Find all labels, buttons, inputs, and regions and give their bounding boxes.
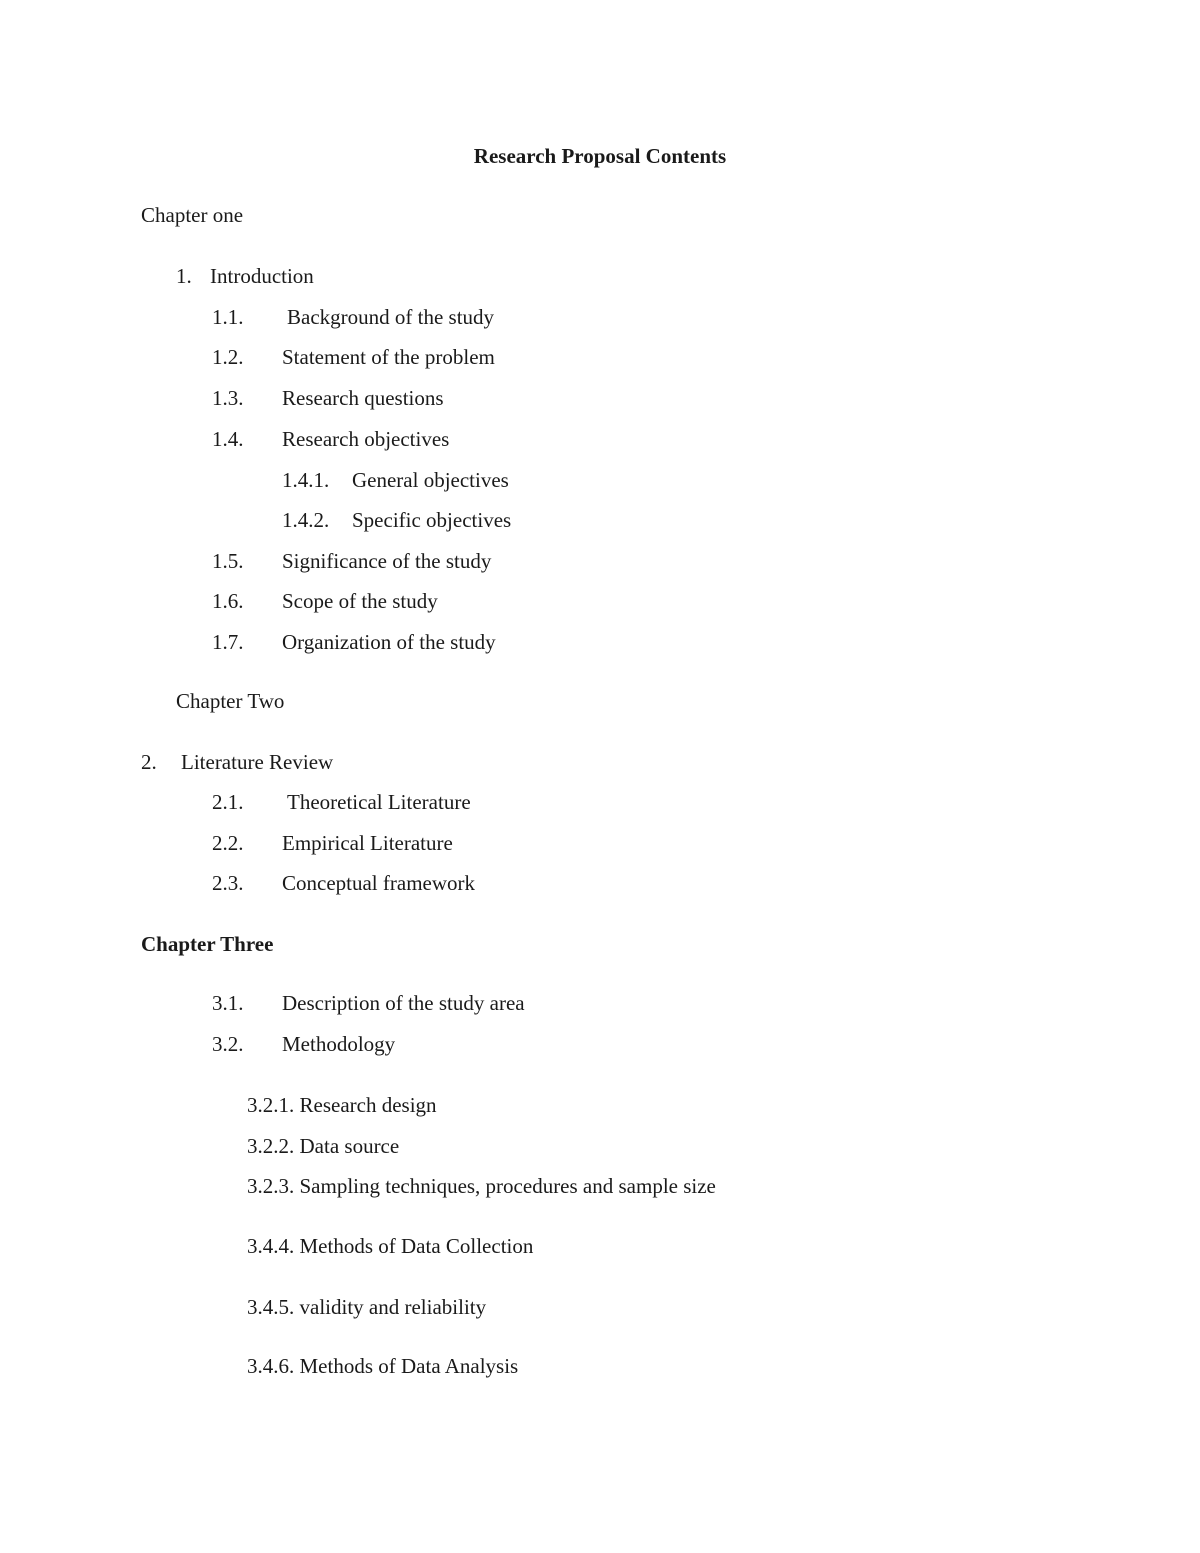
toc-item-number: 2.2.: [212, 831, 244, 855]
toc-item-number: 2.1.: [212, 790, 244, 814]
toc-item-label: Organization of the study: [282, 630, 496, 654]
toc-item-label: Theoretical Literature: [287, 790, 471, 814]
chapter-two-heading: Chapter Two: [176, 689, 285, 713]
toc-subitem: 3.4.6. Methods of Data Analysis: [247, 1354, 519, 1378]
toc-item-number: 1.6.: [212, 589, 244, 613]
toc-item-label: Research questions: [282, 386, 444, 410]
toc-subitem-label: General objectives: [352, 468, 509, 492]
toc-item-number: 1.5.: [212, 549, 244, 573]
toc-item-label: Statement of the problem: [282, 345, 495, 369]
toc-item-label: Background of the study: [287, 305, 495, 329]
toc-item-number: 3.1.: [212, 991, 244, 1015]
toc-subitem: 3.2.1. Research design: [247, 1093, 437, 1117]
toc-subitem: 3.2.3. Sampling techniques, procedures and sample size: [247, 1174, 716, 1198]
toc-item-number: 1.3.: [212, 386, 244, 410]
toc-item-label: Empirical Literature: [282, 831, 453, 855]
section-number: 2.: [141, 750, 157, 774]
section-label: Introduction: [210, 264, 314, 288]
page-title: Research Proposal Contents: [473, 144, 727, 168]
toc-subitem: 3.4.5. validity and reliability: [247, 1295, 487, 1319]
toc-item-number: 1.1.: [212, 305, 244, 329]
toc-item-number: 1.2.: [212, 345, 244, 369]
chapter-one-heading: Chapter one: [141, 203, 244, 227]
section-label: Literature Review: [181, 750, 334, 774]
toc-item-label: Methodology: [282, 1032, 396, 1056]
section-number: 1.: [176, 264, 192, 288]
toc-subitem: 3.4.4. Methods of Data Collection: [247, 1234, 534, 1258]
toc-item-label: Description of the study area: [282, 991, 525, 1015]
chapter-three-heading: Chapter Three: [141, 932, 274, 956]
toc-item-number: 1.7.: [212, 630, 244, 654]
toc-item-number: 1.4.: [212, 427, 244, 451]
toc-subitem-number: 1.4.2.: [282, 508, 330, 532]
toc-item-label: Conceptual framework: [282, 871, 476, 895]
toc-subitem-label: Specific objectives: [352, 508, 512, 532]
toc-item-label: Significance of the study: [282, 549, 492, 573]
toc-item-label: Scope of the study: [282, 589, 438, 613]
toc-item-number: 2.3.: [212, 871, 244, 895]
toc-item-number: 3.2.: [212, 1032, 244, 1056]
toc-subitem: 3.2.2. Data source: [247, 1134, 400, 1158]
toc-item-label: Research objectives: [282, 427, 450, 451]
toc-subitem-number: 1.4.1.: [282, 468, 330, 492]
